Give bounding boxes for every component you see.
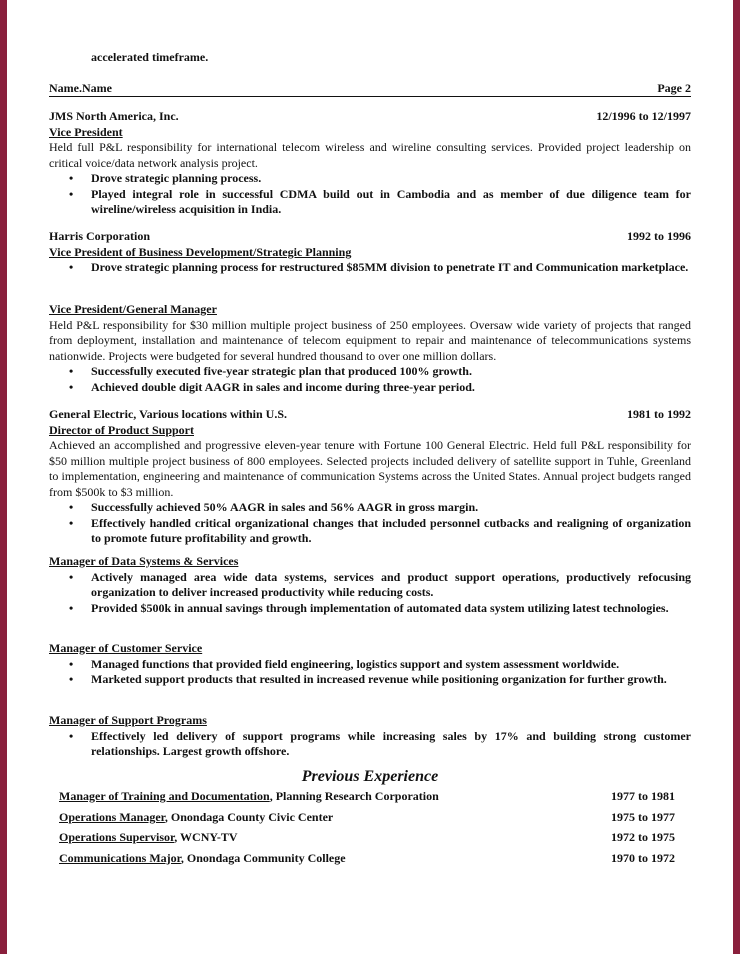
table-row: [59, 789, 683, 805]
previous-org: , Onondaga Community College: [180, 851, 346, 865]
job-dates: 1992 to 1996: [627, 229, 691, 243]
bullet-list: [49, 260, 691, 276]
previous-dates: 1977 to 1981: [611, 789, 675, 803]
previous-org: , WCNY-TV: [174, 830, 238, 844]
job-dates: 1981 to 1992: [627, 407, 691, 421]
table-row: [59, 830, 683, 846]
table-row: [59, 851, 683, 867]
job-title: Vice President/General Manager: [49, 302, 217, 316]
job-description: Achieved an accomplished and progressive eleven-year tenure with Fortune 100 General Electric. Held full P&L responsibility for $50 million multiple project business of 800 employees. Selected projects included delivery of satellite support in Tuhle, Greenland to implementation, engineering and maintenance of communication Systems across the United States. Annual project budgets ranged from $500k to $3 million.: [49, 438, 691, 499]
list-item: • Actively managed area wide data systems, services and product support operations, productively refocusing organization to deliver increased productivity while reducing costs.: [49, 570, 691, 601]
list-item: • Effectively led delivery of support programs while increasing sales by 17% and building strong customer relationships. Largest growth offshore.: [49, 729, 691, 760]
list-item: • Drove strategic planning process for restructured $85MM division to penetrate IT and Communication marketplace.: [49, 260, 691, 276]
header-page-number: Page 2: [657, 81, 691, 95]
company-name: JMS North America, Inc.: [49, 109, 179, 123]
previous-title: Operations Supervisor: [59, 830, 175, 844]
list-item: • Effectively handled critical organizational changes that included personnel cutbacks and realigning of organization to promote future profitability and growth.: [49, 516, 691, 547]
list-item: • Drove strategic planning process.: [49, 171, 691, 187]
resume-page: [7, 0, 733, 954]
previous-title: Operations Manager: [59, 810, 165, 824]
job-title: Manager of Customer Service: [49, 641, 203, 655]
page-header: [49, 81, 691, 97]
table-row: [59, 810, 683, 826]
previous-dates: 1975 to 1977: [611, 810, 675, 824]
job-data-systems: [49, 554, 691, 616]
bullet-list: [49, 570, 691, 617]
previous-org: , Onondaga County Civic Center: [164, 810, 334, 824]
previous-title: Manager of Training and Documentation: [59, 789, 270, 803]
header-name: Name.Name: [49, 81, 112, 95]
job-support-programs: [49, 713, 691, 760]
list-item: • Achieved double digit AAGR in sales and income during three-year period.: [49, 380, 691, 396]
previous-title: Communications Major: [59, 851, 181, 865]
job-ge: [49, 407, 691, 547]
job-description: Held full P&L responsibility for international telecom wireless and wireline consulting services. Provided project leadership on critical voice/data network analysis project.: [49, 140, 691, 170]
list-item: • Played integral role in successful CDMA build out in Cambodia and as member of due diligence team for wireline/wireless acquisition in India.: [49, 187, 691, 218]
previous-dates: 1970 to 1972: [611, 851, 675, 865]
bullet-list: [49, 729, 691, 760]
company-name: General Electric, Various locations within U.S.: [49, 407, 287, 421]
bullet-list: [49, 657, 691, 688]
job-jms: [49, 109, 691, 218]
previous-org: , Planning Research Corporation: [269, 789, 439, 803]
job-title: Vice President of Business Development/Strategic Planning: [49, 244, 352, 259]
job-harris: [49, 229, 691, 276]
job-dates: 12/1996 to 12/1997: [596, 109, 691, 123]
job-title: Director of Product Support: [49, 422, 194, 437]
list-item: • Marketed support products that resulted in increased revenue while positioning organization for further growth.: [49, 672, 691, 688]
list-item: • Successfully executed five-year strategic plan that produced 100% growth.: [49, 364, 691, 380]
job-title: Manager of Data Systems & Services: [49, 554, 239, 568]
bullet-list: [49, 364, 691, 395]
job-title: Manager of Support Programs: [49, 713, 207, 727]
bullet-list: [49, 500, 691, 547]
job-title: Vice President: [49, 124, 123, 139]
list-item: • Provided $500k in annual savings through implementation of automated data system utilizing latest technologies.: [49, 601, 691, 617]
top-fragment: accelerated timeframe.: [91, 50, 209, 64]
job-description: Held P&L responsibility for $30 million multiple project business of 250 employees. Oversaw wide variety of projects that ranged from deployment, installation and maintenance of telecom equipment to repair and maintenance of telecommunications systems nationwide. Projects were budgeted for several hundred thousand to over one million dollars.: [49, 317, 691, 363]
job-vp-gm: [49, 302, 691, 395]
company-name: Harris Corporation: [49, 229, 150, 243]
previous-dates: 1972 to 1975: [611, 830, 675, 844]
job-customer-service: [49, 641, 691, 688]
list-item: • Successfully achieved 50% AAGR in sales and 56% AAGR in gross margin.: [49, 500, 691, 516]
list-item: • Managed functions that provided field engineering, logistics support and system assessment worldwide.: [49, 657, 691, 673]
previous-experience-heading: Previous Experience: [301, 768, 439, 785]
bullet-list: [49, 171, 691, 218]
